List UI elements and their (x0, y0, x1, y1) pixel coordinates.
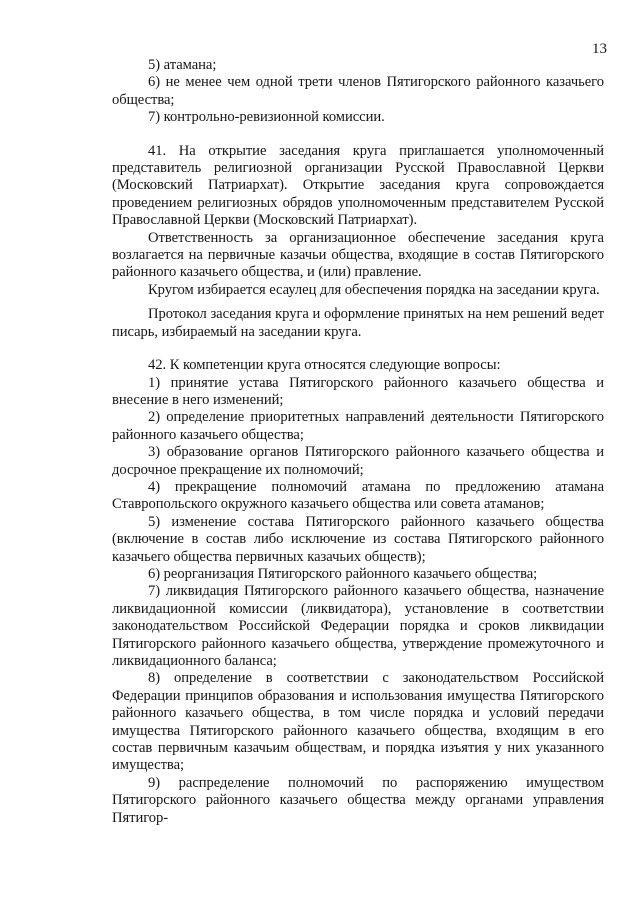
list-item: 8) определение в соответствии с законодательством Российской Федерации принципов образования и использования имущества Пятигорского районного казачьего общества, в том числе порядка и условий передачи имущества Пятигорского районного казачьего общества, входящим в его состав первичным казачьим обществам, и порядка изъятия у них указанного имущества; (112, 670, 604, 774)
list-item: 3) образование органов Пятигорского районного казачьего общества и досрочное прекращение их полномочий; (112, 444, 604, 478)
list-item: 1) принятие устава Пятигорского районного казачьего общества и внесение в него изменений; (112, 374, 604, 408)
paragraph: Кругом избирается есаулец для обеспечения порядка на заседании круга. (148, 281, 600, 298)
section-41-paragraph: 41. На открытие заседания круга приглашается уполномоченный представитель религиозной организации Русской Православной Церкви (Московский Патриархат). Открытие заседания круга сопровождается проведением религиозных обрядов уполномоченным представителем Русской Православной Церкви (Московский Патриархат). (112, 142, 604, 229)
list-item: 4) прекращение полномочий атамана по предложению атамана Ставропольского окружного казачьего общества или совета атаманов; (112, 478, 604, 513)
list-item: 7) контрольно-ревизионной комиссии. (148, 109, 385, 126)
list-item: 7) ликвидация Пятигорского районного казачьего общества, назначение ликвидационной комиссии (ликвидатора), установление в соответствии законодательством Российской Федерации порядка и сроков ликвидации Пятигорского районного казачьего общества, утверждение промежуточного и ликвидационного баланса; (112, 583, 604, 669)
list-item: 6) не менее чем одной трети членов Пятигорского районного казачьего общества; (112, 74, 604, 108)
paragraph: Ответственность за организационное обеспечение заседания круга возлагается на первичные казачьи общества, входящие в состав Пятигорского районного казачьего общества, и (или) правление. (112, 229, 604, 281)
page-number: 13 (592, 41, 607, 57)
list-item: 5) атамана; (148, 57, 217, 73)
list-item: 6) реорганизация Пятигорского районного казачьего общества; (148, 565, 538, 582)
paragraph: Протокол заседания круга и оформление принятых на нем решений ведет писарь, избираемый на заседании круга. (112, 306, 604, 340)
section-42-heading: 42. К компетенции круга относятся следующие вопросы: (148, 357, 501, 374)
list-item: 2) определение приоритетных направлений деятельности Пятигорского районного казачьего общества; (112, 409, 604, 443)
list-item: 9) распределение полномочий по распоряжению имуществом Пятигорского районного казачьего общества между органами управления Пятигор- (112, 774, 604, 826)
list-item: 5) изменение состава Пятигорского районного казачьего общества (включение в состав либо исключение из состава Пятигорского районного казачьего общества первичных казачьих обществ); (112, 513, 604, 565)
document-body (112, 57, 604, 827)
